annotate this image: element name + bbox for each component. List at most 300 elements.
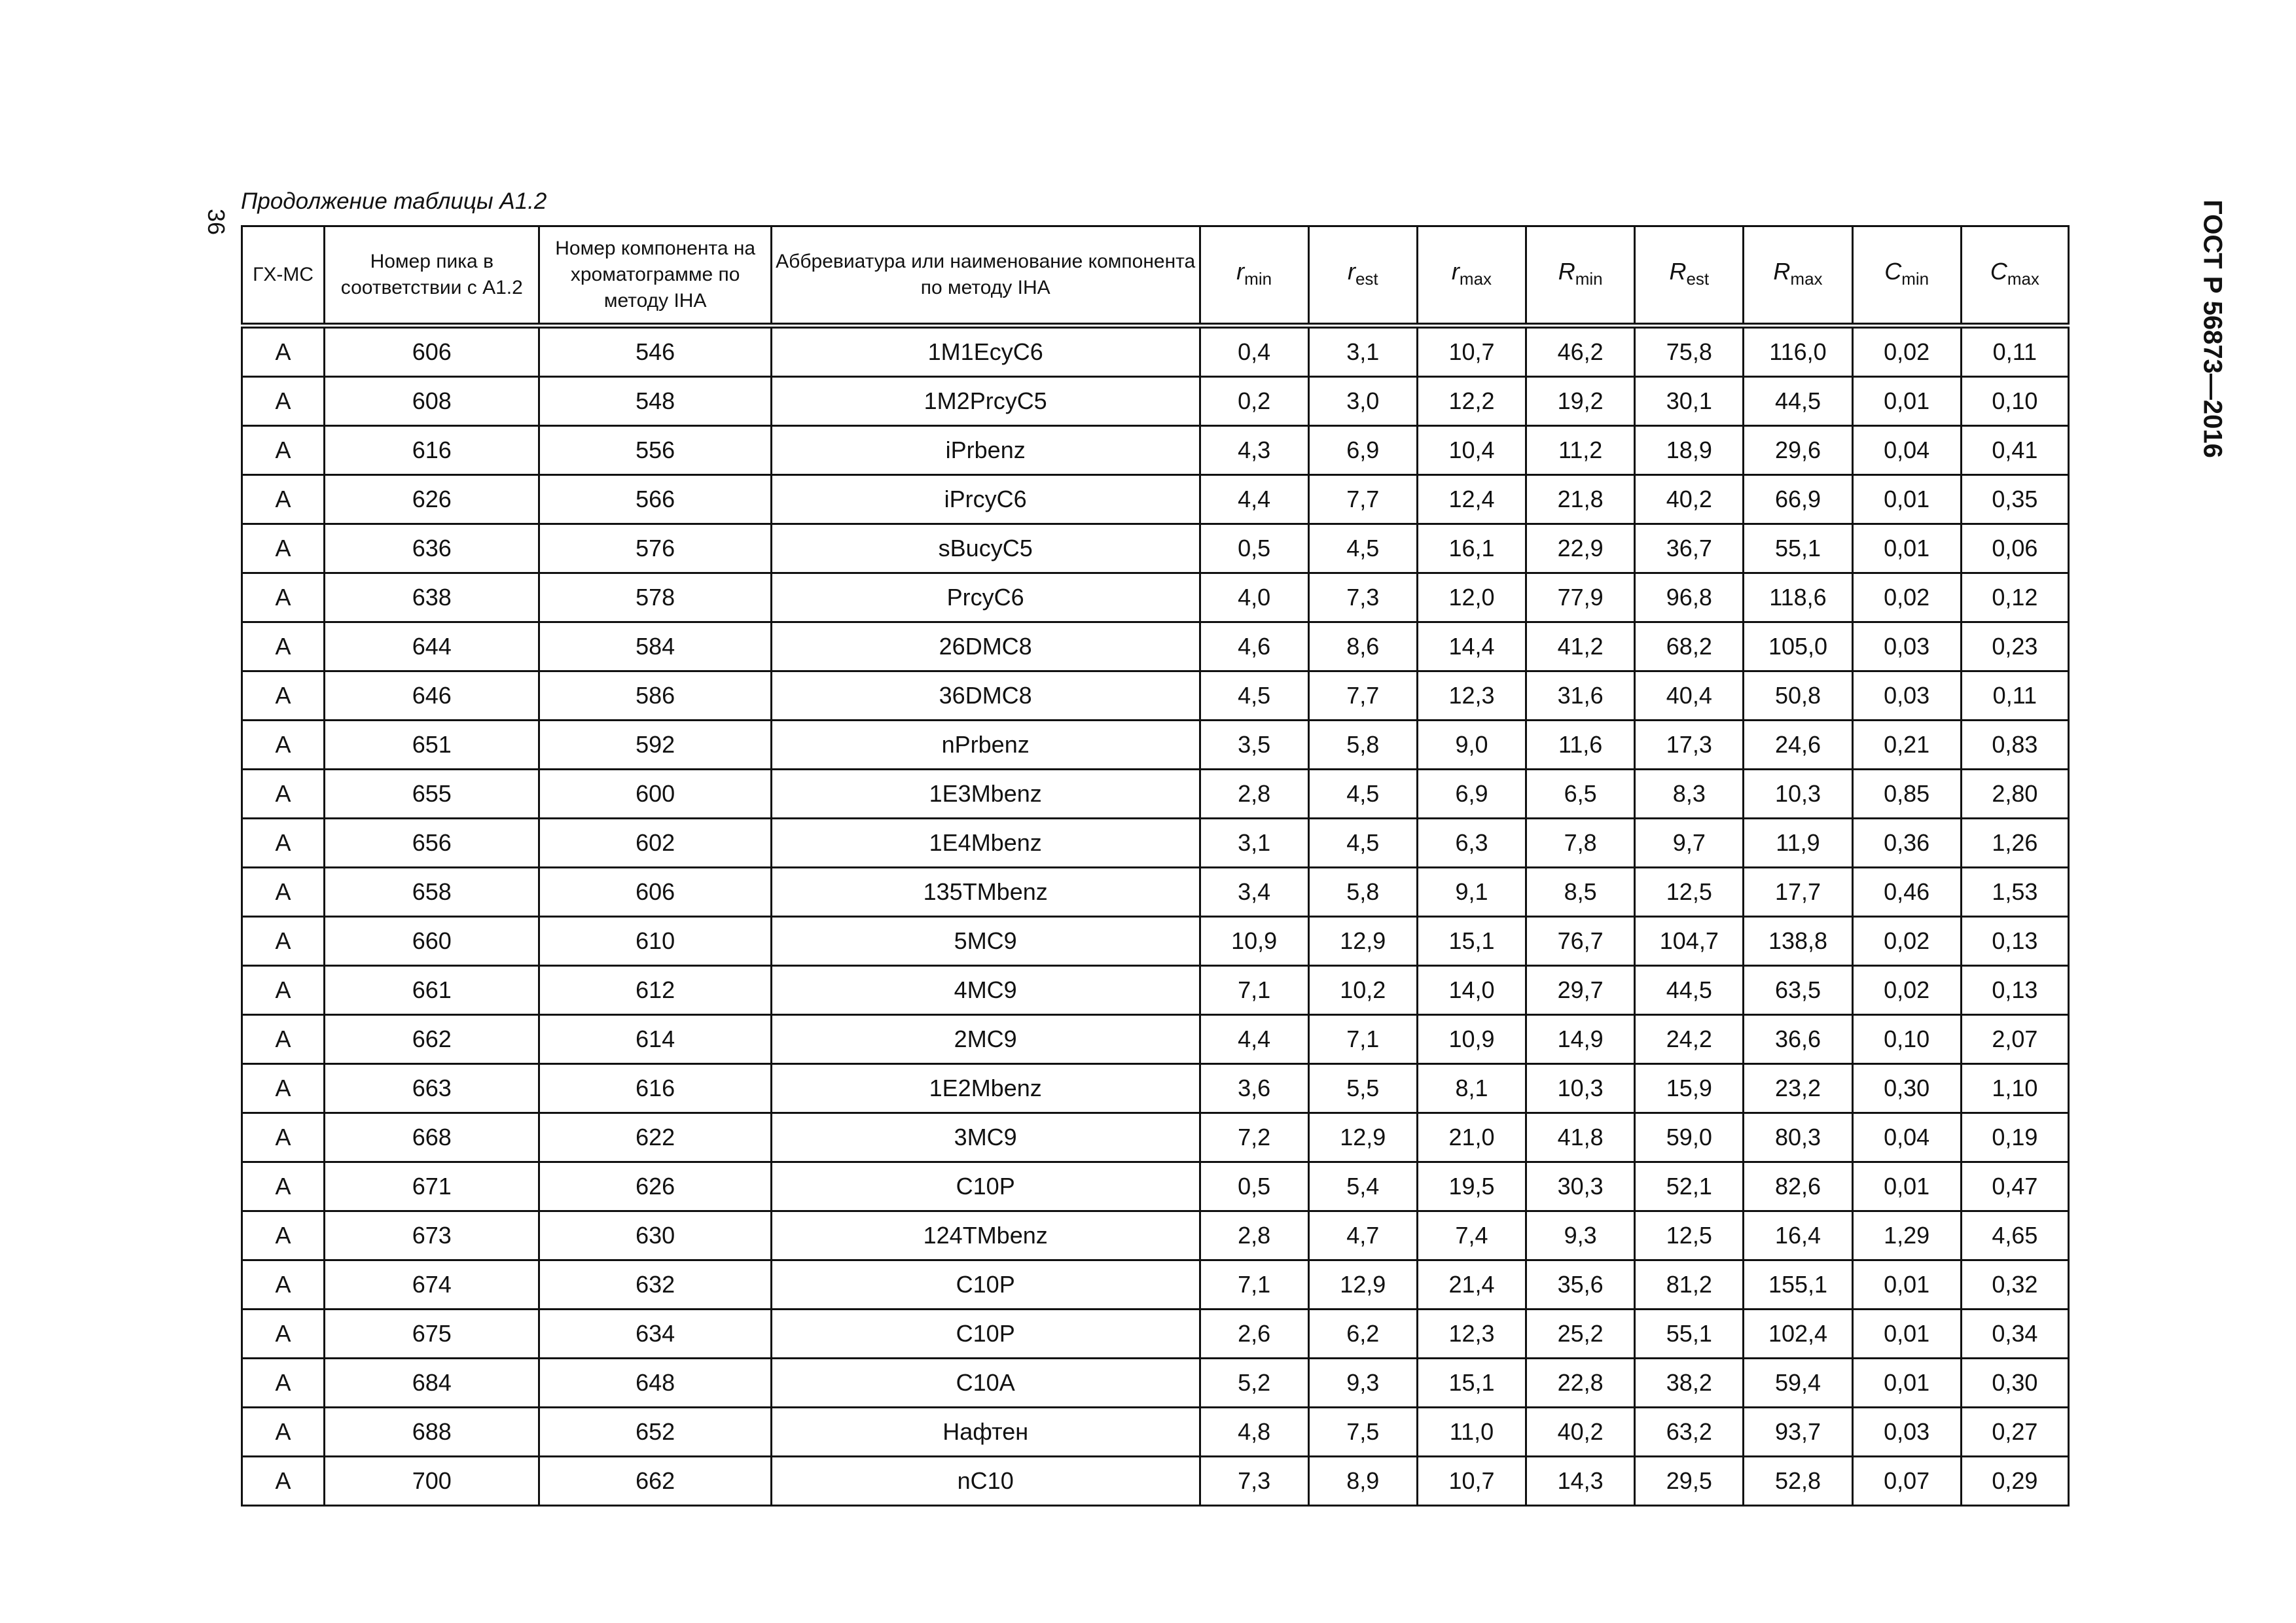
table-cell: 1M1EcyC6 (771, 326, 1200, 377)
table-row (242, 671, 2069, 721)
table-cell: 0,02 (1852, 966, 1961, 1015)
table-cell: 0,03 (1852, 671, 1961, 721)
table-cell: 644 (325, 622, 539, 671)
table-cell: 5MC9 (771, 917, 1200, 966)
table-cell: 7,1 (1200, 1260, 1308, 1310)
table-cell: 0,01 (1852, 524, 1961, 573)
table-cell: 2,8 (1200, 1211, 1308, 1260)
table-cell: 4,4 (1200, 475, 1308, 524)
table-cell: 673 (325, 1211, 539, 1260)
table-cell: 82,6 (1744, 1162, 1852, 1211)
table-cell: 9,0 (1417, 721, 1526, 770)
table-cell: 0,11 (1961, 326, 2068, 377)
table-cell: 675 (325, 1310, 539, 1359)
table-cell: 5,8 (1308, 721, 1417, 770)
table-cell: A (242, 573, 325, 622)
table-cell: 10,9 (1200, 917, 1308, 966)
table-cell: 21,8 (1526, 475, 1635, 524)
table-cell: 102,4 (1744, 1310, 1852, 1359)
table-cell: 26DMC8 (771, 622, 1200, 671)
table-cell: 0,2 (1200, 377, 1308, 426)
table-cell: A (242, 1310, 325, 1359)
table-cell: A (242, 671, 325, 721)
table-cell: 3,1 (1200, 819, 1308, 868)
table-cell: 104,7 (1635, 917, 1744, 966)
table-cell: 0,4 (1200, 326, 1308, 377)
table-cell: 566 (539, 475, 771, 524)
table-cell: 15,1 (1417, 1359, 1526, 1408)
table-cell: 12,3 (1417, 671, 1526, 721)
table-cell: 55,1 (1744, 524, 1852, 573)
table-cell: 4,5 (1308, 819, 1417, 868)
table-cell: 14,4 (1417, 622, 1526, 671)
table-cell: 11,0 (1417, 1408, 1526, 1457)
table-cell: A (242, 868, 325, 917)
table-row (242, 426, 2069, 475)
table-cell: 602 (539, 819, 771, 868)
table-cell: 1E3Mbenz (771, 770, 1200, 819)
table-cell: 138,8 (1744, 917, 1852, 966)
table-cell: 0,34 (1961, 1310, 2068, 1359)
table-cell: 7,3 (1200, 1457, 1308, 1506)
table-row (242, 1408, 2069, 1457)
table-cell: 11,2 (1526, 426, 1635, 475)
table-cell: A (242, 1211, 325, 1260)
table-cell: 10,4 (1417, 426, 1526, 475)
table-cell: 4,5 (1200, 671, 1308, 721)
table-cell: 700 (325, 1457, 539, 1506)
table-cell: A (242, 1260, 325, 1310)
table-cell: 30,1 (1635, 377, 1744, 426)
table-cell: A (242, 1408, 325, 1457)
table-cell: 4,65 (1961, 1211, 2068, 1260)
table-cell: 3,1 (1308, 326, 1417, 377)
table-cell: 662 (325, 1015, 539, 1064)
header-component-name: Аббревиатура или наименование компонента по методу IHA (771, 226, 1200, 326)
header-Rest: $R_{est}$ (1635, 226, 1744, 326)
table-cell: 10,2 (1308, 966, 1417, 1015)
table-cell: 1E4Mbenz (771, 819, 1200, 868)
table-cell: 36,7 (1635, 524, 1744, 573)
table-cell: PrcyC6 (771, 573, 1200, 622)
table-cell: A (242, 377, 325, 426)
table-cell: 0,03 (1852, 622, 1961, 671)
table-cell: 10,7 (1417, 326, 1526, 377)
table-cell: 0,02 (1852, 917, 1961, 966)
table-cell: 10,9 (1417, 1015, 1526, 1064)
table-cell: 0,13 (1961, 917, 2068, 966)
table-cell: A (242, 475, 325, 524)
table-cell: 1,10 (1961, 1064, 2068, 1113)
table-cell: 661 (325, 966, 539, 1015)
table-cell: 0,46 (1852, 868, 1961, 917)
table-cell: 0,21 (1852, 721, 1961, 770)
header-Cmin: $C_{min}$ (1852, 226, 1961, 326)
table-cell: 8,6 (1308, 622, 1417, 671)
table-cell: 3,0 (1308, 377, 1417, 426)
table-cell: 7,8 (1526, 819, 1635, 868)
table-cell: 10,7 (1417, 1457, 1526, 1506)
table-cell: A (242, 524, 325, 573)
table-cell: 7,7 (1308, 671, 1417, 721)
table-cell: 23,2 (1744, 1064, 1852, 1113)
table-cell: 0,19 (1961, 1113, 2068, 1162)
table-cell: 660 (325, 917, 539, 966)
table-cell: 576 (539, 524, 771, 573)
table-cell: A (242, 326, 325, 377)
table-cell: 76,7 (1526, 917, 1635, 966)
table-cell: 614 (539, 1015, 771, 1064)
table-cell: 0,11 (1961, 671, 2068, 721)
table-cell: 1,29 (1852, 1211, 1961, 1260)
table-cell: 10,3 (1744, 770, 1852, 819)
table-cell: 19,5 (1417, 1162, 1526, 1211)
table-cell: 0,03 (1852, 1408, 1961, 1457)
table-cell: 2,8 (1200, 770, 1308, 819)
table-row (242, 524, 2069, 573)
table-cell: C10P (771, 1162, 1200, 1211)
table-cell: 652 (539, 1408, 771, 1457)
table-cell: 0,47 (1961, 1162, 2068, 1211)
header-gcms: ГХ-МС (242, 226, 325, 326)
table-row (242, 917, 2069, 966)
table-cell: 1,26 (1961, 819, 2068, 868)
table-cell: 68,2 (1635, 622, 1744, 671)
table-cell: 22,8 (1526, 1359, 1635, 1408)
table-cell: 44,5 (1635, 966, 1744, 1015)
table-cell: 135TMbenz (771, 868, 1200, 917)
table-cell: 55,1 (1635, 1310, 1744, 1359)
table-cell: 3,4 (1200, 868, 1308, 917)
table-cell: sBucyC5 (771, 524, 1200, 573)
header-rmax: $r_{max}$ (1417, 226, 1526, 326)
table-cell: 0,10 (1961, 377, 2068, 426)
data-table (241, 225, 2070, 1507)
table-cell: 0,27 (1961, 1408, 2068, 1457)
standard-code: ГОСТ Р 56873—2016 (2198, 200, 2227, 458)
table-cell: 12,4 (1417, 475, 1526, 524)
table-cell: 1M2PrcyC5 (771, 377, 1200, 426)
table-cell: 4,0 (1200, 573, 1308, 622)
table-cell: 0,01 (1852, 377, 1961, 426)
table-cell: 38,2 (1635, 1359, 1744, 1408)
table-cell: 7,2 (1200, 1113, 1308, 1162)
table-cell: 648 (539, 1359, 771, 1408)
table-cell: A (242, 966, 325, 1015)
table-cell: 0,23 (1961, 622, 2068, 671)
table-cell: 8,5 (1526, 868, 1635, 917)
table-cell: 36,6 (1744, 1015, 1852, 1064)
table-row (242, 573, 2069, 622)
table-cell: 4,8 (1200, 1408, 1308, 1457)
table-cell: 626 (539, 1162, 771, 1211)
table-cell: 52,8 (1744, 1457, 1852, 1506)
table-cell: 5,4 (1308, 1162, 1417, 1211)
table-cell: 4,5 (1308, 524, 1417, 573)
table-cell: 671 (325, 1162, 539, 1211)
table-cell: 124TMbenz (771, 1211, 1200, 1260)
table-cell: 16,4 (1744, 1211, 1852, 1260)
table-cell: 632 (539, 1260, 771, 1310)
table-cell: 0,01 (1852, 1359, 1961, 1408)
table-cell: 612 (539, 966, 771, 1015)
table-cell: 0,13 (1961, 966, 2068, 1015)
table-cell: A (242, 819, 325, 868)
table-cell: 8,9 (1308, 1457, 1417, 1506)
table-cell: 12,9 (1308, 1260, 1417, 1310)
table-cell: 655 (325, 770, 539, 819)
table-cell: 651 (325, 721, 539, 770)
header-Rmin: $R_{min}$ (1526, 226, 1635, 326)
table-cell: 9,1 (1417, 868, 1526, 917)
table-cell: 4,6 (1200, 622, 1308, 671)
table-cell: 688 (325, 1408, 539, 1457)
table-cell: 556 (539, 426, 771, 475)
table-cell: 1,53 (1961, 868, 2068, 917)
table-cell: 3MC9 (771, 1113, 1200, 1162)
table-cell: 40,2 (1635, 475, 1744, 524)
header-row (242, 226, 2069, 326)
table-cell: 3,6 (1200, 1064, 1308, 1113)
table-cell: 63,5 (1744, 966, 1852, 1015)
table-cell: 0,32 (1961, 1260, 2068, 1310)
table-cell: 606 (325, 326, 539, 377)
table-cell: 29,6 (1744, 426, 1852, 475)
table-cell: 610 (539, 917, 771, 966)
table-cell: 2,80 (1961, 770, 2068, 819)
table-cell: A (242, 1359, 325, 1408)
table-cell: C10P (771, 1310, 1200, 1359)
table-cell: 0,01 (1852, 1162, 1961, 1211)
table-cell: 41,8 (1526, 1113, 1635, 1162)
header-peak-number: Номер пика в соответствии с А1.2 (325, 226, 539, 326)
table-row (242, 1260, 2069, 1310)
table-cell: 12,5 (1635, 868, 1744, 917)
table-cell: 7,3 (1308, 573, 1417, 622)
table-cell: 0,30 (1961, 1359, 2068, 1408)
table-cell: A (242, 917, 325, 966)
table-cell: 2,07 (1961, 1015, 2068, 1064)
table-cell: 17,3 (1635, 721, 1744, 770)
header-rmin: $r_{min}$ (1200, 226, 1308, 326)
table-row (242, 622, 2069, 671)
table-row (242, 1162, 2069, 1211)
table-cell: 656 (325, 819, 539, 868)
table-cell: 19,2 (1526, 377, 1635, 426)
table-cell: 77,9 (1526, 573, 1635, 622)
table-cell: 0,29 (1961, 1457, 2068, 1506)
table-cell: 59,0 (1635, 1113, 1744, 1162)
table-cell: 93,7 (1744, 1408, 1852, 1457)
table-cell: 0,04 (1852, 426, 1961, 475)
table-cell: 4,7 (1308, 1211, 1417, 1260)
table-cell: 40,2 (1526, 1408, 1635, 1457)
table-cell: 21,0 (1417, 1113, 1526, 1162)
table-cell: 41,2 (1526, 622, 1635, 671)
table-cell: 25,2 (1526, 1310, 1635, 1359)
table-cell: 2MC9 (771, 1015, 1200, 1064)
table-row (242, 868, 2069, 917)
table-cell: 81,2 (1635, 1260, 1744, 1310)
table-cell: 0,35 (1961, 475, 2068, 524)
table-row (242, 1113, 2069, 1162)
table-cell: 21,4 (1417, 1260, 1526, 1310)
table-cell: 12,0 (1417, 573, 1526, 622)
table-cell: A (242, 721, 325, 770)
table-cell: A (242, 1162, 325, 1211)
table-cell: 29,5 (1635, 1457, 1744, 1506)
table-row (242, 326, 2069, 377)
table-cell: 0,85 (1852, 770, 1961, 819)
table-cell: C10A (771, 1359, 1200, 1408)
table-cell: 0,07 (1852, 1457, 1961, 1506)
table-cell: A (242, 1064, 325, 1113)
table-cell: 630 (539, 1211, 771, 1260)
table-row (242, 1064, 2069, 1113)
table-cell: 52,1 (1635, 1162, 1744, 1211)
table-cell: 46,2 (1526, 326, 1635, 377)
table-cell: Нафтен (771, 1408, 1200, 1457)
table-cell: A (242, 1113, 325, 1162)
table-cell: 0,5 (1200, 1162, 1308, 1211)
table-cell: 646 (325, 671, 539, 721)
table-cell: 59,4 (1744, 1359, 1852, 1408)
table-row (242, 770, 2069, 819)
table-cell: 4MC9 (771, 966, 1200, 1015)
table-cell: 12,2 (1417, 377, 1526, 426)
table-cell: 14,3 (1526, 1457, 1635, 1506)
table-cell: 4,3 (1200, 426, 1308, 475)
table-cell: 7,5 (1308, 1408, 1417, 1457)
table-cell: 616 (539, 1064, 771, 1113)
table-row (242, 819, 2069, 868)
table-cell: A (242, 622, 325, 671)
table-cell: iPrcyC6 (771, 475, 1200, 524)
table-cell: 22,9 (1526, 524, 1635, 573)
table-cell: 12,3 (1417, 1310, 1526, 1359)
table-cell: 2,6 (1200, 1310, 1308, 1359)
table-cell: 6,9 (1308, 426, 1417, 475)
table-cell: A (242, 1457, 325, 1506)
header-rest: $r_{est}$ (1308, 226, 1417, 326)
table-cell: 7,1 (1308, 1015, 1417, 1064)
table-cell: 0,02 (1852, 573, 1961, 622)
table-cell: 606 (539, 868, 771, 917)
table-row (242, 1457, 2069, 1506)
table-cell: 5,8 (1308, 868, 1417, 917)
table-cell: 12,5 (1635, 1211, 1744, 1260)
table-cell: 18,9 (1635, 426, 1744, 475)
table-cell: 663 (325, 1064, 539, 1113)
header-Rmax: $R_{max}$ (1744, 226, 1852, 326)
table-cell: 4,4 (1200, 1015, 1308, 1064)
table-cell: 50,8 (1744, 671, 1852, 721)
table-cell: 668 (325, 1113, 539, 1162)
table-cell: 638 (325, 573, 539, 622)
table-cell: 0,01 (1852, 475, 1961, 524)
table-row (242, 1015, 2069, 1064)
table-cell: 31,6 (1526, 671, 1635, 721)
table-cell: A (242, 1015, 325, 1064)
table-caption: Продолжение таблицы А1.2 (241, 188, 547, 214)
table-cell: 1E2Mbenz (771, 1064, 1200, 1113)
table-row (242, 1359, 2069, 1408)
table-cell: 584 (539, 622, 771, 671)
table-cell: 9,7 (1635, 819, 1744, 868)
table-cell: C10P (771, 1260, 1200, 1310)
table-cell: 0,83 (1961, 721, 2068, 770)
table-cell: 0,01 (1852, 1260, 1961, 1310)
table-cell: 600 (539, 770, 771, 819)
table-cell: A (242, 770, 325, 819)
table-cell: 684 (325, 1359, 539, 1408)
table-cell: 0,41 (1961, 426, 2068, 475)
table-cell: 0,36 (1852, 819, 1961, 868)
table-cell: 0,01 (1852, 1310, 1961, 1359)
table-cell: 14,0 (1417, 966, 1526, 1015)
table-cell: 6,9 (1417, 770, 1526, 819)
table-cell: 8,1 (1417, 1064, 1526, 1113)
table-row (242, 721, 2069, 770)
page-number: 36 (203, 208, 230, 236)
table-cell: 578 (539, 573, 771, 622)
table-cell: 12,9 (1308, 1113, 1417, 1162)
table-row (242, 1211, 2069, 1260)
table-cell: 658 (325, 868, 539, 917)
table-cell: nC10 (771, 1457, 1200, 1506)
table-cell: 586 (539, 671, 771, 721)
table-cell: iPrbenz (771, 426, 1200, 475)
table-cell: 66,9 (1744, 475, 1852, 524)
table-row (242, 475, 2069, 524)
table-cell: 6,3 (1417, 819, 1526, 868)
table-cell: 546 (539, 326, 771, 377)
table-cell: 80,3 (1744, 1113, 1852, 1162)
table-cell: 0,02 (1852, 326, 1961, 377)
table-cell: 11,9 (1744, 819, 1852, 868)
table-cell: 11,6 (1526, 721, 1635, 770)
table-cell: 36DMC8 (771, 671, 1200, 721)
table-cell: 44,5 (1744, 377, 1852, 426)
table-row (242, 377, 2069, 426)
table-cell: 616 (325, 426, 539, 475)
table-cell: 0,04 (1852, 1113, 1961, 1162)
table-cell: 0,10 (1852, 1015, 1961, 1064)
table-cell: 155,1 (1744, 1260, 1852, 1310)
table-body (242, 326, 2069, 1506)
table-cell: 15,9 (1635, 1064, 1744, 1113)
table-cell: 0,30 (1852, 1064, 1961, 1113)
table-cell: nPrbenz (771, 721, 1200, 770)
table-cell: 622 (539, 1113, 771, 1162)
table-cell: 0,5 (1200, 524, 1308, 573)
table-cell: 5,2 (1200, 1359, 1308, 1408)
table-cell: 634 (539, 1310, 771, 1359)
table-cell: 24,2 (1635, 1015, 1744, 1064)
table-cell: 40,4 (1635, 671, 1744, 721)
table-cell: 608 (325, 377, 539, 426)
table-cell: 636 (325, 524, 539, 573)
table-cell: 116,0 (1744, 326, 1852, 377)
table-cell: 3,5 (1200, 721, 1308, 770)
table-cell: 35,6 (1526, 1260, 1635, 1310)
table-cell: 6,2 (1308, 1310, 1417, 1359)
table-cell: 592 (539, 721, 771, 770)
header-component-number: Номер компонента на хроматограмме по методу IHA (539, 226, 771, 326)
table-cell: 29,7 (1526, 966, 1635, 1015)
table-cell: 4,5 (1308, 770, 1417, 819)
table-cell: 674 (325, 1260, 539, 1310)
